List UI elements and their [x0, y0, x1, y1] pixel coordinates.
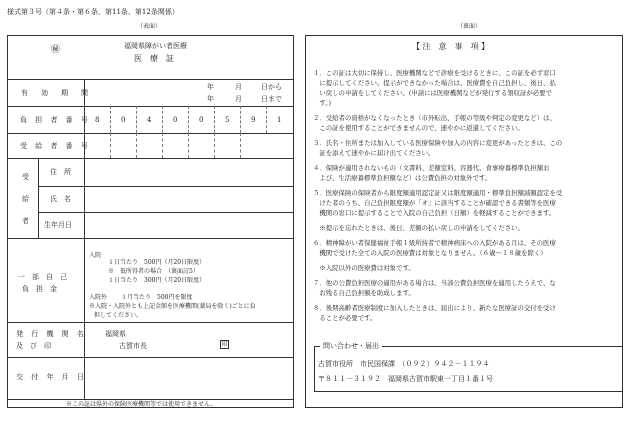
copay-per-facility-note-cont: 担してください。	[94, 312, 143, 319]
address-label: 住 所	[50, 168, 71, 176]
notice-line: この証を使用することができませんので、速やかに返還してください。	[313, 124, 524, 132]
notice-line: よび、生活療養標準負担額など）は公費負担の対象外です。	[313, 174, 492, 182]
inpatient-low-income-rate: １日当たり 300円（月20日限度）	[108, 277, 206, 284]
issuer-label-line1: 発 行 機 関 名	[16, 330, 87, 338]
notice-line: けた者のうち、自己負担限度額が「オ」に該当することが確認できる書類等を医療	[313, 199, 556, 207]
notice-line: ２．受給者の資格がなくなったとき（市外転出、手帳の等級や判定の変更など）は、	[313, 114, 556, 122]
validity-day-to: 日まで	[261, 95, 282, 103]
outpatient-rate: １月当たり 500円を限度	[121, 294, 193, 301]
name-label: 氏 名	[50, 195, 71, 203]
payer-digit-2: 0	[121, 116, 126, 124]
contact-title: 問い合わせ・届出	[323, 342, 379, 350]
validity-month-from: 月	[235, 83, 242, 91]
issue-date-label: 交 付 年 月 日	[16, 373, 87, 381]
notice-line: に提示してください。提示ができなかった場合は、医療費を自己負担し、後日、払	[313, 79, 556, 87]
notice-line: ※提示を忘れたときは、後日、差額の払い戻しの申請をしてください。	[313, 224, 524, 232]
notes-heading: 【 注 意 事 項 】	[412, 42, 490, 51]
notice-line: 機関で受けた全ての入院の医療費は対象となりません。（６歳～１８歳を除く）	[313, 249, 547, 257]
validity-year-from: 年	[207, 83, 214, 91]
copay-per-facility-note: ※入院・入院外とも上記金額を医療機関(薬局を除く)ごとに負	[89, 303, 256, 310]
inpatient-label: 入院	[89, 252, 102, 259]
recipient-group-char-1: 受	[22, 173, 29, 181]
confidential-seal: ㊙	[51, 45, 61, 55]
notice-line: お残る自己負担額を助成します。	[313, 289, 415, 297]
notice-line: す。)	[313, 99, 331, 107]
payer-digit-1: 8	[95, 116, 100, 124]
official-stamp: 印	[221, 341, 228, 348]
payer-digit-6: 5	[225, 116, 230, 124]
validity-label: 有 効 期 間	[21, 89, 91, 97]
payer-digit-3: 4	[147, 116, 152, 124]
notice-line: ６．精神障がい者保健福祉手帳１級所持者で精神病床への入院がある月は、その医療	[313, 239, 556, 247]
copay-label-line1: 一 部 自 己	[18, 273, 67, 281]
payer-digit-5: 0	[199, 116, 204, 124]
issuer-org: 福岡県	[105, 330, 126, 338]
front-side-label: （表面）	[137, 23, 162, 30]
notice-line: い戻しの申請をしてください。(申請には医療機関などが発行する領収証が必要で	[313, 89, 552, 97]
notice-line: 証を添えて速やかに届け出てください。	[313, 149, 435, 157]
contact-phone-line: 古賀市役所 市民国保課 （０９２）９４２－１１９４	[318, 360, 490, 368]
issuer-mayor: 古賀市長	[119, 342, 147, 350]
recipient-number-label: 受 給 者 番 号	[20, 142, 91, 150]
notice-line: 機関の窓口に提示することで入院の自己負担（日額）を軽減することができます。	[313, 209, 556, 217]
recipient-group-char-2: 給	[22, 195, 29, 203]
out-of-prefecture-note: ※この証は県外の保険医療機関等では使用できません。	[66, 401, 217, 408]
payer-number-label: 負 担 者 番 号	[20, 116, 91, 124]
outpatient-label: 入院外	[89, 294, 108, 301]
notice-line: １．この証は大切に保持し、医療機関などで診療を受けるときに、この証を必ず窓口	[313, 69, 556, 77]
card-title: 医 療 証	[134, 54, 174, 63]
recipient-group-char-3: 者	[22, 217, 29, 225]
inpatient-rate: １日当たり 500円（月20日限度）	[108, 259, 206, 266]
dob-label: 生年月日	[44, 221, 72, 229]
issuer-label-line2: 及 び 印	[16, 342, 51, 350]
contact-address-line: 〒８１１－３１９２ 福岡県古賀市駅東一丁目１番１号	[318, 375, 493, 383]
notice-line: ※入院以外の医療費は対象です。	[313, 264, 415, 272]
back-side-label: （裏面）	[457, 23, 482, 30]
notice-line: ３．氏名・住所または加入している医療保険や加入の内容に変更があったときは、この	[313, 139, 563, 147]
validity-day-from: 日から	[261, 83, 282, 91]
notice-line: ８．後期高齢者医療制度に加入したときは、届出により、新たな医療証の交付を受け	[313, 304, 556, 312]
payer-digit-4: 0	[173, 116, 178, 124]
payer-digit-7: 9	[251, 116, 256, 124]
notice-line: ７．他の公費負担医療の適用がある場合は、当該公費負担医療を適用したうえで、な	[313, 279, 556, 287]
validity-year-to: 年	[207, 95, 214, 103]
card-issuer-line: 福岡県障がい者医療	[124, 42, 187, 50]
notice-line: ることが必要です。	[313, 314, 377, 322]
form-number: 様式第３号（第４条・第６条、第11条、第12条関係）	[7, 8, 179, 16]
inpatient-low-income-note: ※ 低所得者の場合 （裏面註5）	[108, 268, 199, 275]
notice-line: ５．医療保険の保険者から限度額適用認定証又は限度額適用・標準負担額減額認定を受	[313, 189, 563, 197]
copay-label-line2: 負 担 金	[22, 285, 57, 293]
notice-line: ４．保険が適用されないもの（文書料、差額室料、容器代、食事療養標準負担額お	[313, 164, 550, 172]
payer-digit-8: 1	[277, 116, 282, 124]
validity-month-to: 月	[235, 95, 242, 103]
